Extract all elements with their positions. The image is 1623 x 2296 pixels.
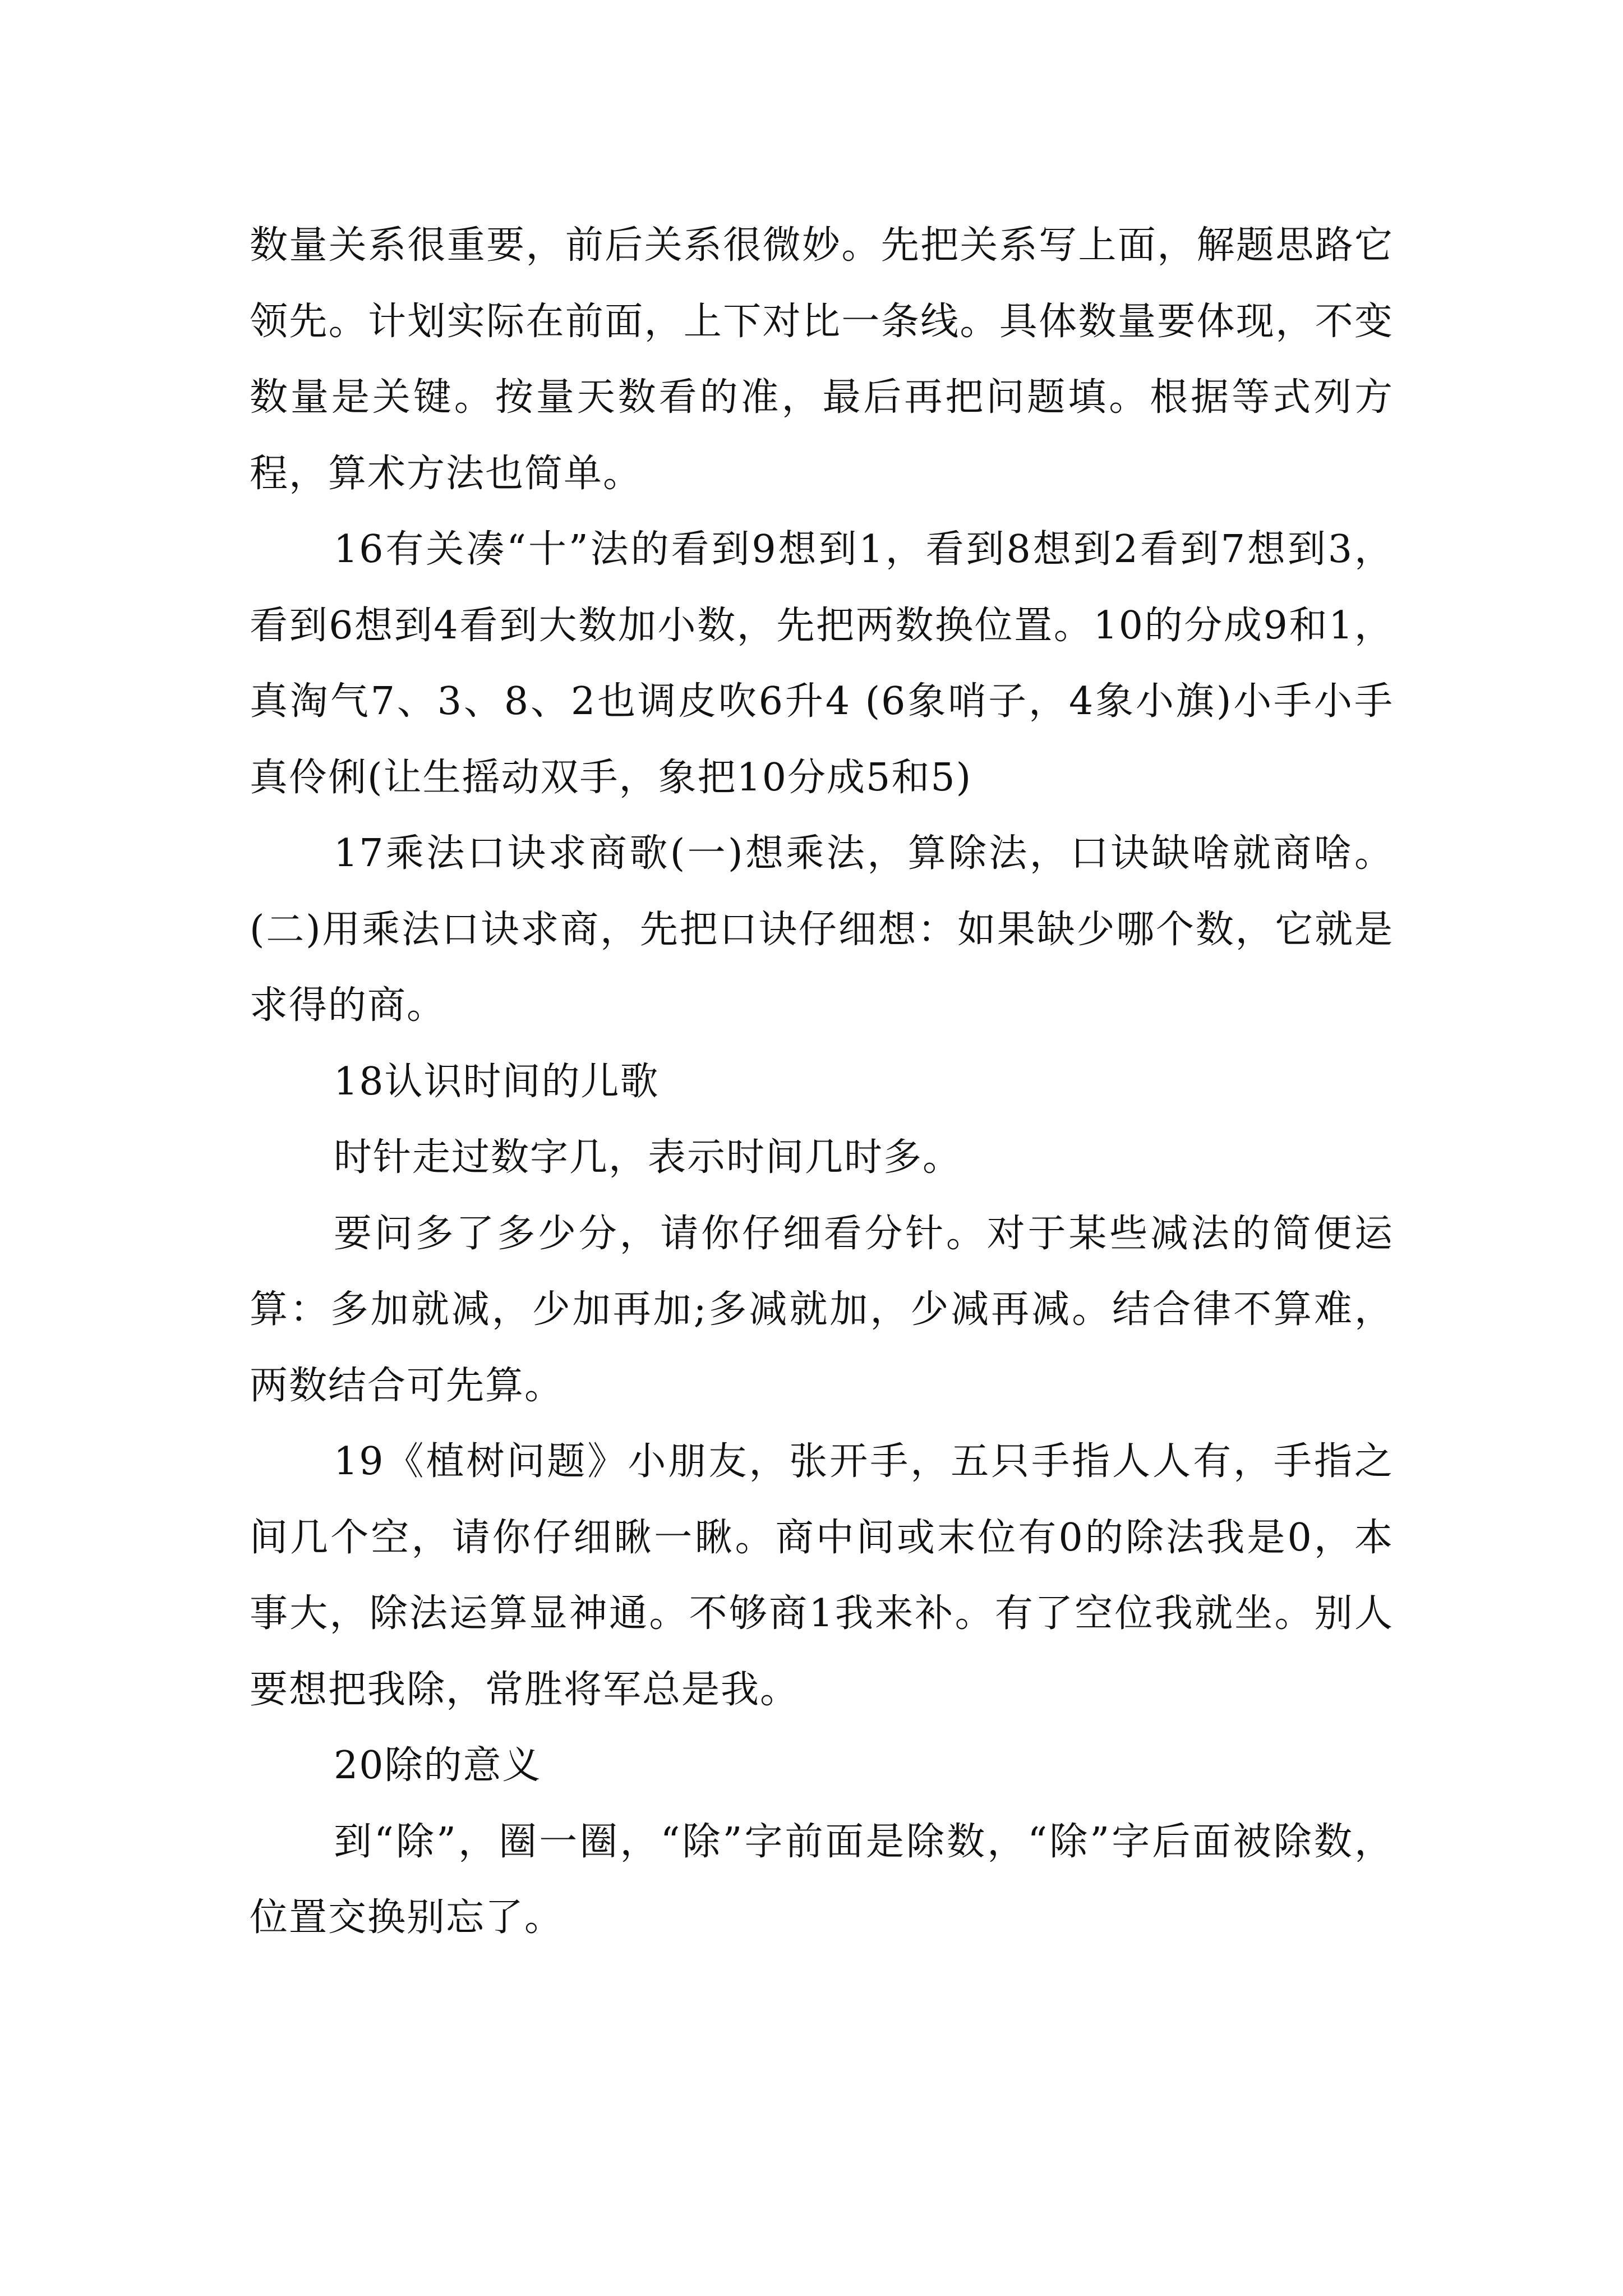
paragraph-intro: 数量关系很重要，前后关系很微妙。先把关系写上面，解题思路它领先。计划实际在前面，上下对比一条线。具体数量要体现，不变数量是关键。按量天数看的准，最后再把问题填。根据等式列方程，算术方法也简单。 (250, 223, 1394, 496)
paragraph-16: 16有关凑“十”法的看到9想到1，看到8想到2看到7想到3，看到6想到4看到大数加小数，先把两数换位置。10的分成9和1，真淘气7、3、8、2也调皮吹6升4 (6象哨子，4象小旗)小手小手真伶俐(让生摇动双手，象把10分成5和5) (250, 527, 1394, 800)
paragraph-17: 17乘法口诀求商歌(一)想乘法，算除法，口诀缺啥就商啥。(二)用乘法口诀求商，先把口诀仔细想：如果缺少哪个数，它就是求得的商。 (250, 831, 1394, 1028)
document-body (250, 208, 1394, 1956)
paragraph-18-line1: 时针走过数字几，表示时间几时多。 (334, 1135, 962, 1180)
paragraph-19: 19《植树问题》小朋友，张开手，五只手指人人有，手指之间几个空，请你仔细瞅一瞅。商中间或末位有0的除法我是0，本事大，除法运算显神通。不够商1我来补。有了空位我就坐。别人要想把我除，常胜将军总是我。 (250, 1439, 1394, 1712)
paragraph-18-heading: 18认识时间的儿歌 (334, 1059, 660, 1104)
paragraph-20-body: 到“除”，圈一圈，“除”字前面是除数，“除”字后面被除数，位置交换别忘了。 (250, 1819, 1394, 1940)
paragraph-18-line2: 要问多了多少分，请你仔细看分针。对于某些减法的简便运算：多加就减，少加再加;多减就加，少减再减。结合律不算难，两数结合可先算。 (250, 1211, 1394, 1408)
paragraph-20-heading: 20除的意义 (334, 1743, 542, 1788)
